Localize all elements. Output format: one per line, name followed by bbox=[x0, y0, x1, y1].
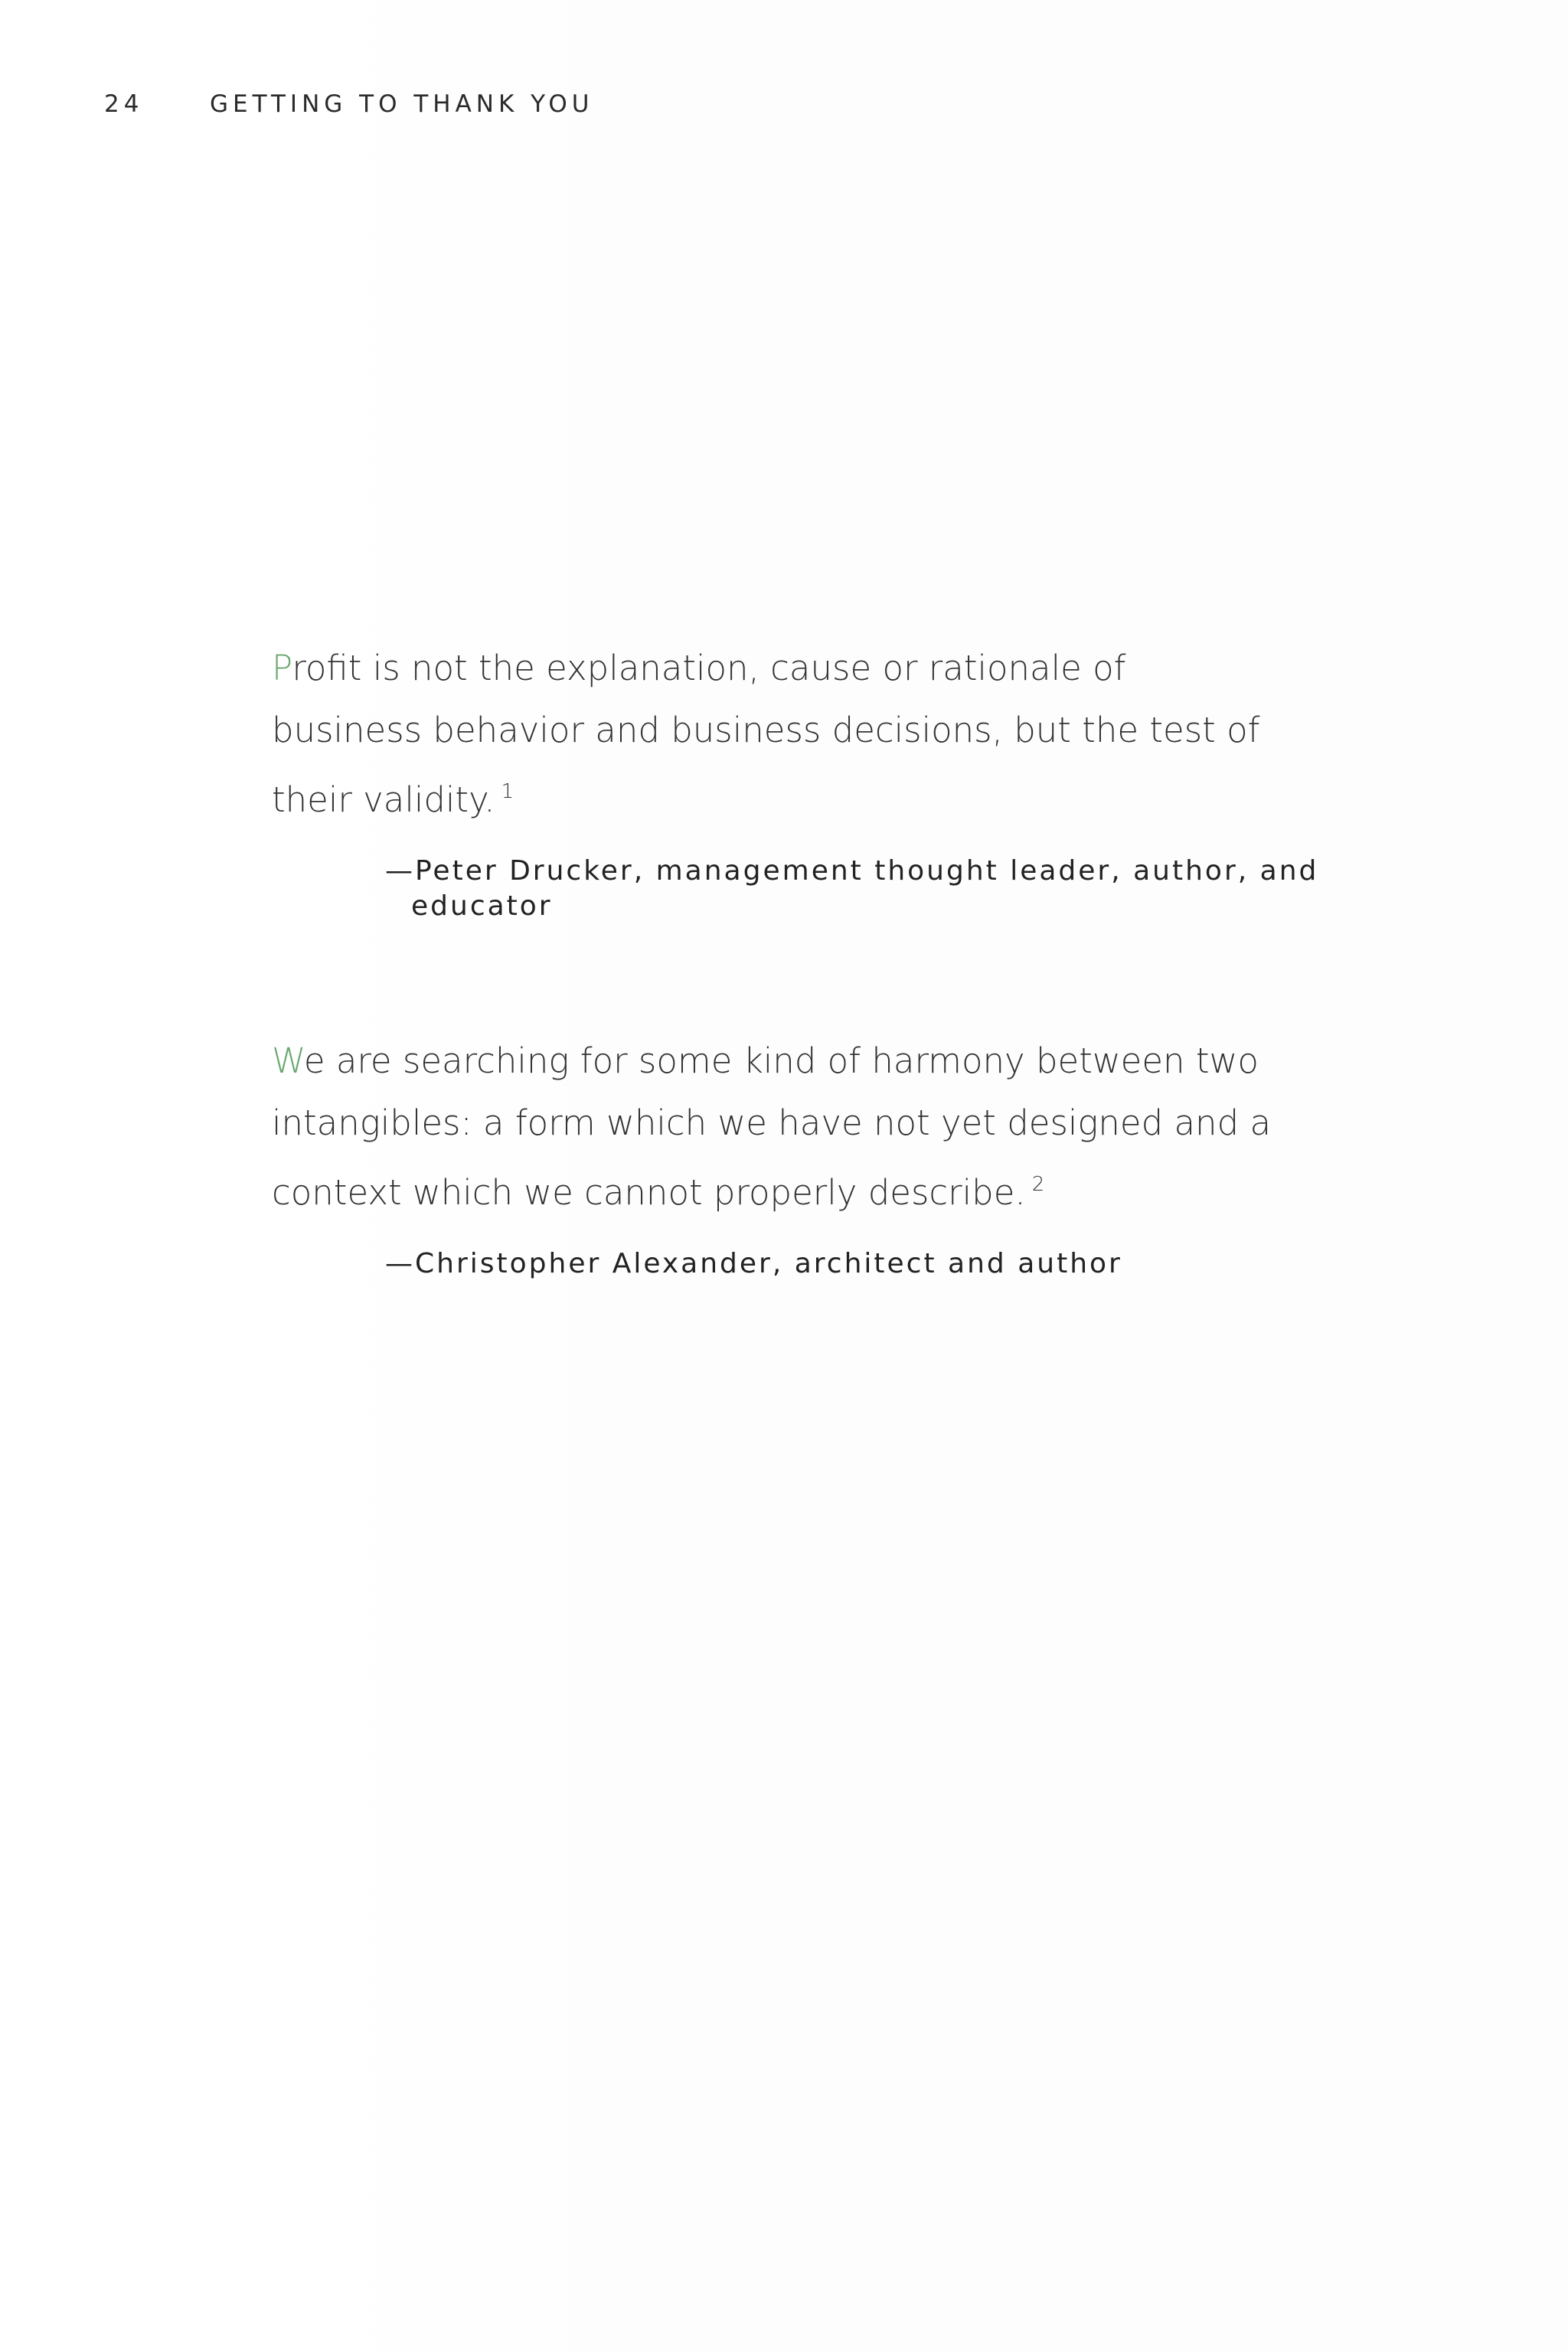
attribution-line: —Peter Drucker, management thought leader, author, and bbox=[385, 855, 1319, 887]
attribution-line: —Christopher Alexander, architect and author bbox=[385, 1248, 1122, 1279]
footnote-ref[interactable]: 2 bbox=[1031, 1173, 1045, 1196]
quote-line bbox=[272, 637, 1359, 699]
quote-line-text: context which we cannot properly describe. bbox=[272, 1172, 1026, 1213]
quote-line-text: rofit is not the explanation, cause or rationale of bbox=[292, 648, 1126, 688]
initial-letter: P bbox=[272, 648, 292, 688]
quote-line bbox=[272, 761, 1359, 831]
epigraph-alexander bbox=[272, 1030, 1359, 1282]
quote-line-text: their validity. bbox=[272, 779, 495, 820]
quote-line bbox=[272, 1030, 1359, 1092]
quote-text bbox=[272, 1030, 1359, 1223]
running-title: GETTING TO THANK YOU bbox=[210, 90, 594, 118]
initial-letter: W bbox=[272, 1040, 304, 1081]
running-head bbox=[104, 89, 594, 119]
quote-text bbox=[272, 637, 1359, 831]
quote-line: intangibles: a form which we have not yet designed and a bbox=[272, 1102, 1272, 1143]
quote-line bbox=[272, 1154, 1359, 1223]
attribution bbox=[385, 1246, 1359, 1282]
attribution-line: educator bbox=[411, 890, 553, 922]
footnote-ref[interactable]: 1 bbox=[501, 780, 514, 803]
page-number: 24 bbox=[104, 90, 144, 118]
attribution bbox=[385, 854, 1359, 924]
epigraph-drucker bbox=[272, 637, 1359, 924]
quote-line-text: e are searching for some kind of harmony between two bbox=[303, 1040, 1259, 1081]
quote-line: business behavior and business decisions, but the test of bbox=[272, 710, 1260, 750]
